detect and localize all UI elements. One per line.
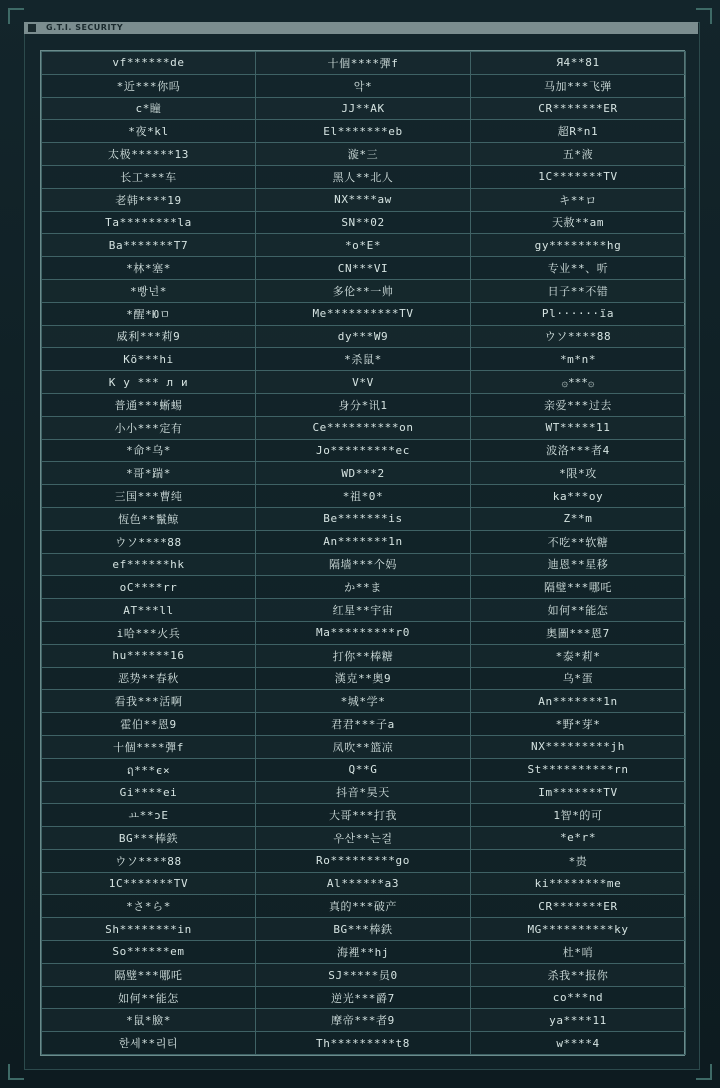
panel-title: G.T.I. SECURITY	[46, 23, 124, 32]
username-cell: MG**********ky	[471, 918, 686, 941]
username-cell: 日子**不错	[471, 279, 686, 302]
username-cell: 君君***子a	[256, 713, 471, 736]
username-cell: Me**********TV	[256, 302, 471, 325]
username-cell: i哈***火兵	[42, 621, 256, 644]
username-table-body	[42, 52, 686, 1055]
table-row	[42, 804, 686, 827]
username-cell: Я4**81	[471, 52, 686, 75]
table-row	[42, 872, 686, 895]
username-cell: WT*****11	[471, 416, 686, 439]
username-cell: 1C*******TV	[42, 872, 256, 895]
username-cell: *城*学*	[256, 690, 471, 713]
username-cell: 奥圖***恩7	[471, 621, 686, 644]
username-cell: 迪恩**星移	[471, 553, 686, 576]
username-cell: 真的***破产	[256, 895, 471, 918]
username-cell: *o*E*	[256, 234, 471, 257]
table-row	[42, 234, 686, 257]
username-cell: Ta********la	[42, 211, 256, 234]
username-cell: 不吃**软糖	[471, 530, 686, 553]
username-cell: 威利***莉9	[42, 325, 256, 348]
username-cell: 恆色**鬣鲸	[42, 507, 256, 530]
username-cell: gy********hg	[471, 234, 686, 257]
username-cell: 漢克**奥9	[256, 667, 471, 690]
username-cell: CR*******ER	[471, 895, 686, 918]
username-cell: c*瞳	[42, 97, 256, 120]
username-cell: 老韩****19	[42, 188, 256, 211]
username-cell: Be*******is	[256, 507, 471, 530]
username-cell: NX****aw	[256, 188, 471, 211]
username-cell: *醒*Юㅁ	[42, 302, 256, 325]
table-row	[42, 325, 686, 348]
username-cell: *m*n*	[471, 348, 686, 371]
table-row	[42, 279, 686, 302]
table-row	[42, 553, 686, 576]
table-row	[42, 52, 686, 75]
username-cell: 한세**리티	[42, 1032, 256, 1055]
username-cell: ya****11	[471, 1009, 686, 1032]
username-cell: SN**02	[256, 211, 471, 234]
username-cell: ۞***۞	[471, 371, 686, 394]
username-cell: 凤吹**篮凉	[256, 735, 471, 758]
username-cell: w****4	[471, 1032, 686, 1055]
username-cell: 多伦**一帅	[256, 279, 471, 302]
username-cell: Jo*********ec	[256, 439, 471, 462]
username-cell: 超R*n1	[471, 120, 686, 143]
username-cell: CN***VI	[256, 257, 471, 280]
username-cell: 专业**、听	[471, 257, 686, 280]
username-cell: 打你**棒糖	[256, 644, 471, 667]
username-cell: St**********rn	[471, 758, 686, 781]
username-cell: 霍伯**恩9	[42, 713, 256, 736]
table-row	[42, 986, 686, 1009]
table-row	[42, 507, 686, 530]
username-cell: 1C*******TV	[471, 165, 686, 188]
username-cell: 黑人**北人	[256, 165, 471, 188]
username-cell: Ce**********on	[256, 416, 471, 439]
username-cell: 红星**宇宙	[256, 599, 471, 622]
table-row	[42, 165, 686, 188]
username-cell: 摩帝***者9	[256, 1009, 471, 1032]
table-row	[42, 621, 686, 644]
username-cell: 太极******13	[42, 143, 256, 166]
table-row	[42, 120, 686, 143]
username-cell: 大哥***打我	[256, 804, 471, 827]
username-cell: Gi****ei	[42, 781, 256, 804]
username-cell: か**ま	[256, 576, 471, 599]
username-cell: ウソ****88	[42, 849, 256, 872]
table-row	[42, 416, 686, 439]
username-cell: 抖音*昊天	[256, 781, 471, 804]
table-row	[42, 644, 686, 667]
table-row	[42, 211, 686, 234]
username-cell: 亲爱***过去	[471, 393, 686, 416]
username-cell: 如何**能怎	[42, 986, 256, 1009]
table-row	[42, 143, 686, 166]
username-cell: An*******1n	[471, 690, 686, 713]
username-cell: *野*芽*	[471, 713, 686, 736]
username-cell: BG***棒鉄	[42, 827, 256, 850]
username-cell: El*******eb	[256, 120, 471, 143]
table-row	[42, 667, 686, 690]
username-cell: ฤ***є×	[42, 758, 256, 781]
username-cell: Ba*******T7	[42, 234, 256, 257]
username-cell: NX*********jh	[471, 735, 686, 758]
username-cell: キ**ロ	[471, 188, 686, 211]
username-grid	[41, 51, 686, 1055]
table-row	[42, 781, 686, 804]
username-cell: ki********me	[471, 872, 686, 895]
table-row	[42, 371, 686, 394]
username-cell: dy***W9	[256, 325, 471, 348]
table-row	[42, 1032, 686, 1055]
username-cell: 海裡**hj	[256, 941, 471, 964]
username-cell: co***nd	[471, 986, 686, 1009]
username-cell: 1智*的可	[471, 804, 686, 827]
username-cell: CR*******ER	[471, 97, 686, 120]
username-cell: Q**G	[256, 758, 471, 781]
username-cell: BG***棒鉄	[256, 918, 471, 941]
username-cell: 杜*哨	[471, 941, 686, 964]
username-cell: 如何**能怎	[471, 599, 686, 622]
username-cell: 악*	[256, 74, 471, 97]
username-cell: К у *** л и	[42, 371, 256, 394]
username-cell: *近***你吗	[42, 74, 256, 97]
username-cell: 隔璧***哪吒	[42, 963, 256, 986]
table-row	[42, 599, 686, 622]
username-cell: 隔墙***个妈	[256, 553, 471, 576]
username-cell: V*V	[256, 371, 471, 394]
username-cell: Ma*********r0	[256, 621, 471, 644]
username-cell: An*******1n	[256, 530, 471, 553]
username-cell: 马加***飞弹	[471, 74, 686, 97]
username-cell: Kö***hi	[42, 348, 256, 371]
header-square-icon	[28, 24, 36, 32]
username-cell: Th*********t8	[256, 1032, 471, 1055]
username-cell: ef******hk	[42, 553, 256, 576]
table-row	[42, 849, 686, 872]
table-row	[42, 1009, 686, 1032]
table-row	[42, 97, 686, 120]
username-cell: WD***2	[256, 462, 471, 485]
username-cell: *杀鼠*	[256, 348, 471, 371]
table-row	[42, 485, 686, 508]
username-cell: *빵넌*	[42, 279, 256, 302]
username-cell: 逆光***爵7	[256, 986, 471, 1009]
table-row	[42, 302, 686, 325]
username-cell: 身分*讯1	[256, 393, 471, 416]
username-cell: vf******de	[42, 52, 256, 75]
username-cell: *哥*踹*	[42, 462, 256, 485]
username-cell: Z**m	[471, 507, 686, 530]
username-cell: oC****rr	[42, 576, 256, 599]
username-cell: 漩*三	[256, 143, 471, 166]
table-row	[42, 74, 686, 97]
corner-bracket-bottom-left	[8, 1064, 24, 1080]
username-cell: *林*塞*	[42, 257, 256, 280]
username-cell: AT***ll	[42, 599, 256, 622]
username-cell: *夜*kl	[42, 120, 256, 143]
table-row	[42, 918, 686, 941]
username-cell: JJ**AK	[256, 97, 471, 120]
username-cell: ㅛ**ɔE	[42, 804, 256, 827]
username-cell: Ro*********go	[256, 849, 471, 872]
username-cell: 杀我**报你	[471, 963, 686, 986]
username-cell: hu******16	[42, 644, 256, 667]
table-row	[42, 188, 686, 211]
table-row	[42, 963, 686, 986]
username-cell: SJ*****员0	[256, 963, 471, 986]
username-cell: *命*乌*	[42, 439, 256, 462]
username-cell: 波洛***者4	[471, 439, 686, 462]
username-cell: 우산**는걸	[256, 827, 471, 850]
username-table	[40, 50, 685, 1056]
username-cell: Pl······ïa	[471, 302, 686, 325]
username-cell: ka***oy	[471, 485, 686, 508]
username-cell: 恶势**春秋	[42, 667, 256, 690]
table-row	[42, 393, 686, 416]
username-cell: *祖*0*	[256, 485, 471, 508]
username-cell: ウソ****88	[42, 530, 256, 553]
username-cell: 五*液	[471, 143, 686, 166]
username-cell: 十個****彈f	[42, 735, 256, 758]
table-row	[42, 576, 686, 599]
username-cell: ウソ****88	[471, 325, 686, 348]
username-cell: *さ*ら*	[42, 895, 256, 918]
username-cell: Im*******TV	[471, 781, 686, 804]
table-row	[42, 462, 686, 485]
table-row	[42, 827, 686, 850]
table-row	[42, 257, 686, 280]
username-cell: So******em	[42, 941, 256, 964]
table-row	[42, 713, 686, 736]
table-row	[42, 941, 686, 964]
table-row	[42, 758, 686, 781]
username-cell: 长工***车	[42, 165, 256, 188]
username-cell: Sh********in	[42, 918, 256, 941]
username-cell: *e*r*	[471, 827, 686, 850]
table-row	[42, 348, 686, 371]
username-cell: 乌*蛋	[471, 667, 686, 690]
username-cell: *鼠*臉*	[42, 1009, 256, 1032]
username-cell: 小小***定有	[42, 416, 256, 439]
username-cell: 看我***活啊	[42, 690, 256, 713]
table-row	[42, 530, 686, 553]
corner-bracket-top-left	[8, 8, 24, 24]
username-cell: 天赦**am	[471, 211, 686, 234]
username-cell: 隔璧***哪吒	[471, 576, 686, 599]
panel-header-bar	[24, 22, 698, 34]
username-cell: 十個****彈f	[256, 52, 471, 75]
username-cell: Al******a3	[256, 872, 471, 895]
username-cell: *贵	[471, 849, 686, 872]
table-row	[42, 895, 686, 918]
username-cell: 普通***蜥蜴	[42, 393, 256, 416]
username-cell: *泰*莉*	[471, 644, 686, 667]
username-cell: *限*攻	[471, 462, 686, 485]
table-row	[42, 439, 686, 462]
table-row	[42, 735, 686, 758]
username-cell: 三国***曹纯	[42, 485, 256, 508]
table-row	[42, 690, 686, 713]
